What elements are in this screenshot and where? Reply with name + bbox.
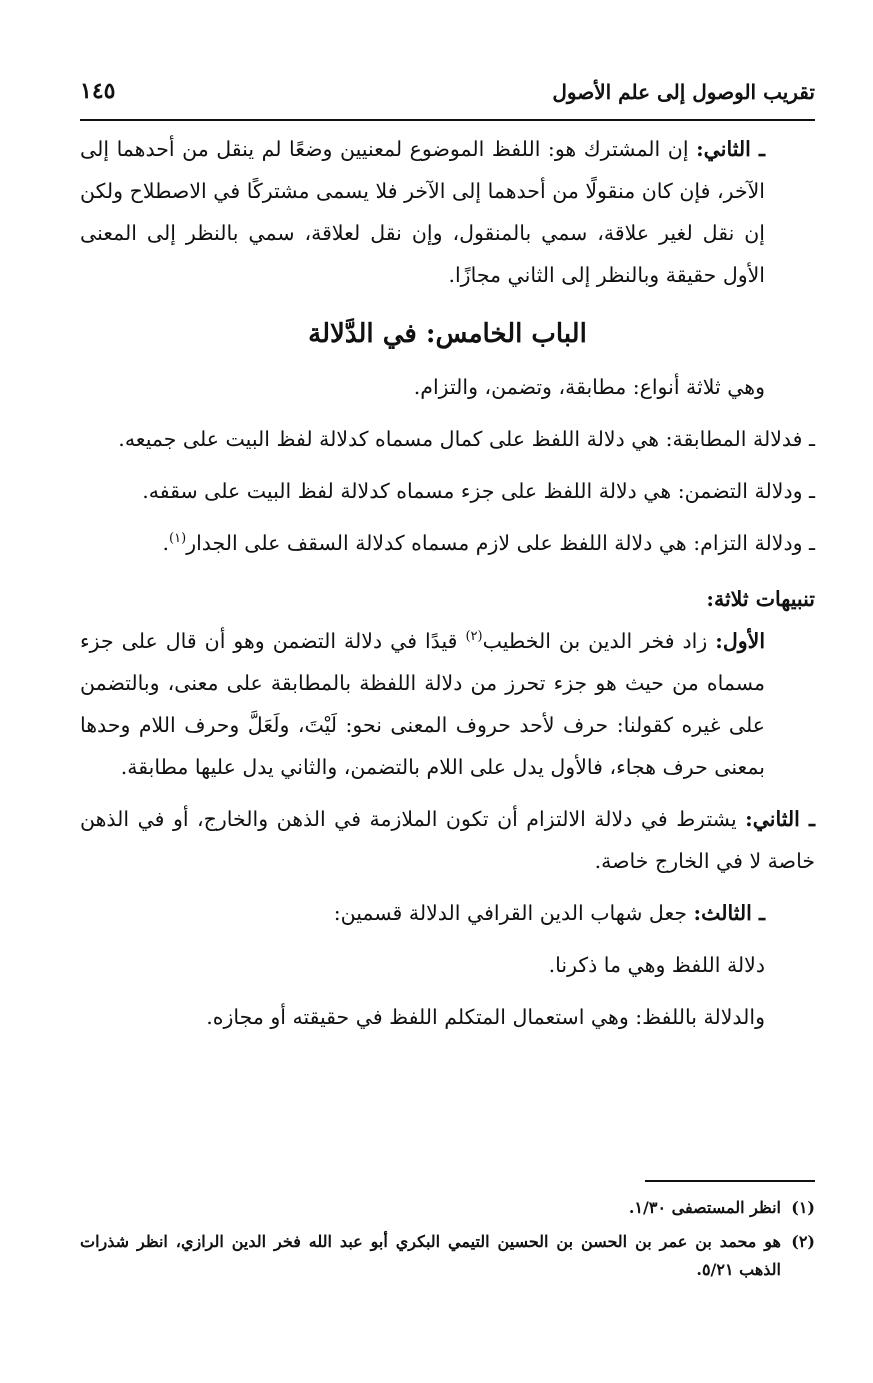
paragraph-tadammun: ـ ودلالة التضمن: هي دلالة اللفظ على جزء مسماه كدلالة لفظ البيت على سقفه. (142, 479, 815, 503)
paragraph-first-note (80, 620, 815, 788)
footnote-number: (١) (791, 1198, 815, 1217)
paragraph-types: وهي ثلاثة أنواع: مطابقة، وتضمن، والتزام. (413, 375, 765, 399)
footnote-ref-2[interactable]: (٢) (465, 629, 483, 645)
paragraph-second-note (80, 798, 815, 882)
paragraph-text: ـ ودلالة التزام: هي دلالة اللفظ على لازم مسماه كدلالة السقف على الجدار (186, 531, 815, 555)
chapter-heading: الباب الخامس: في الدَّلالة (308, 319, 587, 349)
paragraph-mutabaqa: ـ فدلالة المطابقة: هي دلالة اللفظ على كمال مسماه كدلالة لفظ البيت على جميعه. (118, 427, 815, 451)
page-number: ١٤٥ (80, 78, 116, 104)
paragraph-text: زاد فخر الدين بن الخطيب (482, 629, 716, 653)
footnote-ref-1[interactable]: (١) (169, 531, 187, 547)
footnote-text: انظر المستصفى ١/٣٠. (628, 1198, 781, 1217)
running-header (80, 70, 815, 114)
footnote-number: (٢) (791, 1232, 815, 1251)
paragraph-dalala-bil-lafz: والدلالة باللفظ: وهي استعمال المتكلم اللفظ في حقيقته أو مجازه. (206, 1005, 765, 1029)
paragraph-third-note (80, 892, 815, 934)
footnote-text: هو محمد بن عمر بن الحسن بن الحسين التيمي البكري أبو عبد الله فخر الدين الرازي، انظر شذرات الذهب ٥/٢١. (80, 1232, 781, 1279)
footnote-divider (645, 1180, 815, 1182)
header-divider (80, 119, 815, 121)
paragraph-text: يشترط في دلالة الالتزام أن تكون الملازمة في الذهن والخارج، أو في الذهن خاصة لا في الخارج خاصة. (80, 807, 815, 873)
paragraph-lead: الأول: (715, 629, 766, 653)
paragraph-lead: ـ الثاني: (696, 137, 765, 161)
paragraph-dalalat-al-lafz: دلالة اللفظ وهي ما ذكرنا. (548, 953, 765, 977)
paragraph-lead: ـ الثاني: (745, 807, 815, 831)
paragraph-second-definition (80, 128, 815, 296)
paragraph-end: . (162, 531, 170, 555)
section-subheading: تنبيهات ثلاثة: (706, 587, 815, 611)
paragraph-text: جعل شهاب الدين القرافي الدلالة قسمين: (333, 901, 694, 925)
paragraph-text: قيدًا في دلالة التضمن وهو أن قال على جزء مسماه من حيث هو جزء تحرز من دلالة اللفظة بالمطابقة على معنى، وبالتضمن على غيره كقولنا: حرف لأحد حروف المعنى نحو: لَيْتَ، ولَعَلَّ وحرف اللام وحدها بمعنى حرف هجاء، فالأول يدل على اللام بالتضمن، والثاني يدل عليها مطابقة. (80, 629, 765, 779)
footnote-1 (80, 1194, 815, 1222)
footnotes (80, 1194, 815, 1290)
paragraph-lead: ـ الثالث: (693, 901, 765, 925)
paragraph-iltizam (80, 522, 815, 564)
footnote-2 (80, 1228, 815, 1284)
main-text (80, 128, 815, 1038)
paragraph-text: إن المشترك هو: اللفظ الموضوع لمعنيين وضعًا لم ينقل من أحدهما إلى الآخر، فإن كان منقولًا من أحدهما إلى الآخر فلا يسمى مشتركًا في الاصطلاح ولكن إن نقل لغير علاقة، سمي بالمنقول، وإن نقل لعلاقة، سمي بالنظر إلى المعنى الأول حقيقة وبالنظر إلى الثاني مجازًا. (80, 137, 765, 287)
book-title: تقريب الوصول إلى علم الأصول (552, 80, 815, 104)
